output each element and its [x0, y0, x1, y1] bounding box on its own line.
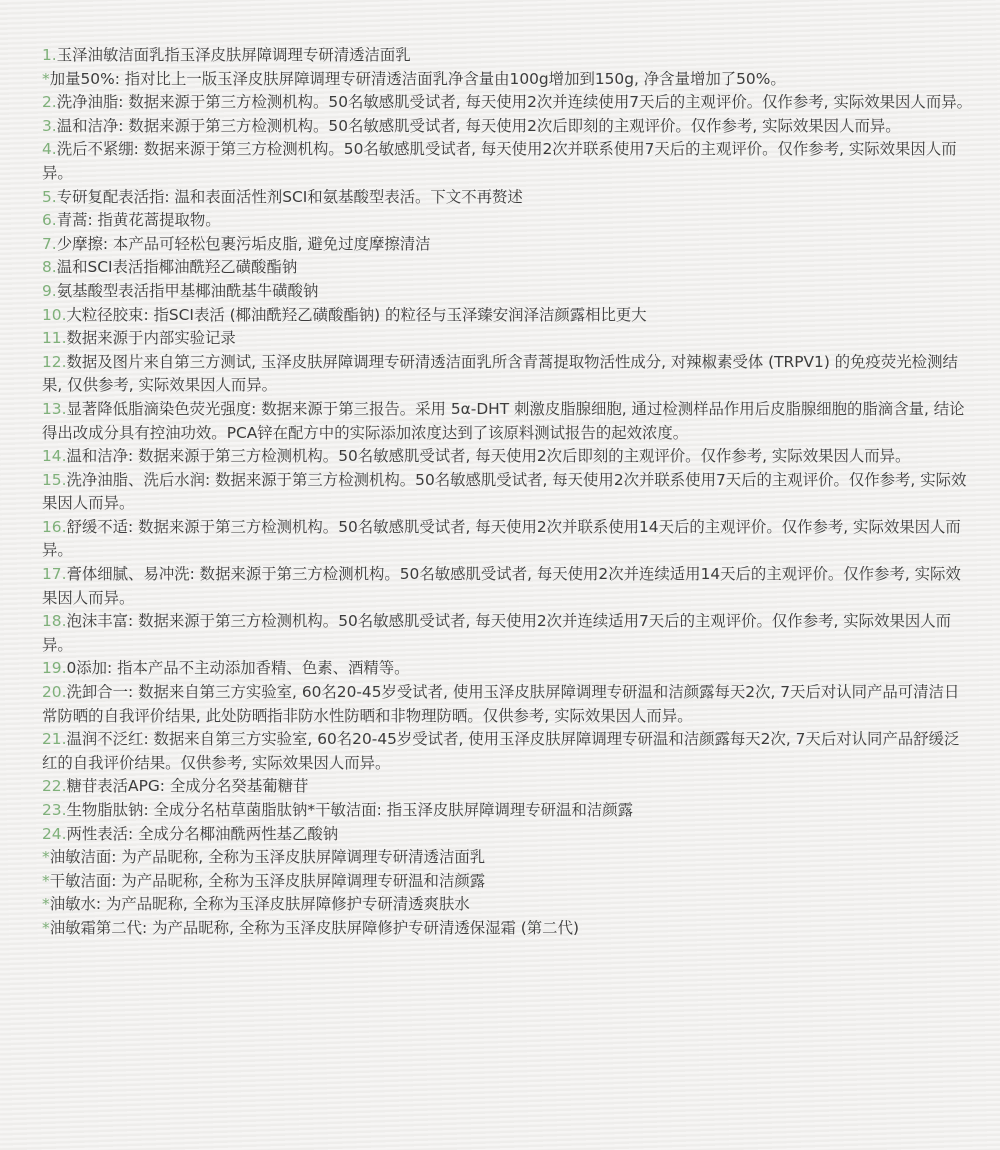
footnote-item — [42, 469, 972, 516]
footnote-marker: 16. — [42, 517, 67, 536]
footnote-text: 温和洁净: 数据来源于第三方检测机构。50名敏感肌受试者, 每天使用2次后即刻的主观评价。仅作参考, 实际效果因人而异。 — [56, 116, 901, 135]
footnote-marker: 8. — [42, 258, 57, 277]
footnote-item — [42, 256, 972, 280]
footnote-text: 温和SCI表活指椰油酰羟乙磺酸酯钠 — [56, 258, 298, 277]
footnote-marker: * — [42, 69, 50, 88]
footnote-text: 数据来源于内部实验记录 — [66, 329, 236, 348]
footnote-text: 青蒿: 指黄花蒿提取物。 — [56, 211, 221, 230]
footnote-marker: 21. — [42, 730, 67, 749]
footnote-item — [42, 445, 972, 469]
footnote-text: 油敏霜第二代: 为产品昵称, 全称为玉泽皮肤屏障修护专研清透保湿霜 (第二代) — [49, 918, 579, 937]
footnote-marker: 23. — [42, 801, 67, 819]
footnote-marker: * — [42, 871, 50, 890]
footnote-item — [42, 398, 972, 445]
footnote-text: 生物脂肽钠: 全成分名枯草菌脂肽钠*干敏洁面: 指玉泽皮肤屏障调理专研温和洁颜露 — [66, 801, 634, 819]
footnote-text: 少摩擦: 本产品可轻松包裹污垢皮脂, 避免过度摩擦清洁 — [56, 234, 431, 253]
footnote-text: 洗净油脂: 数据来源于第三方检测机构。50名敏感肌受试者, 每天使用2次并连续使用7天后的主观评价。仅作参考, 实际效果因人而异。 — [56, 93, 972, 112]
footnote-text: 膏体细腻、易冲洗: 数据来源于第三方检测机构。50名敏感肌受试者, 每天使用2次并连续适用14天后的主观评价。仅作参考, 实际效果因人而异。 — [42, 565, 961, 607]
footnote-item — [42, 186, 972, 210]
footnote-item — [42, 728, 972, 775]
footnote-text: 数据及图片来自第三方测试, 玉泽皮肤屏障调理专研清透洁面乳所含青蒿提取物活性成分, 对辣椒素受体 (TRPV1) 的免疫荧光检测结果, 仅供参考, 实际效果因人而异。 — [42, 352, 958, 395]
footnote-text: 温和洁净: 数据来源于第三方检测机构。50名敏感肌受试者, 每天使用2次后即刻的主观评价。仅作参考, 实际效果因人而异。 — [66, 447, 911, 466]
footnote-marker: 2. — [42, 93, 57, 112]
footnote-marker: * — [42, 895, 50, 914]
footnote-marker: 18. — [42, 612, 67, 631]
footnote-item — [42, 870, 972, 894]
footnote-item — [42, 327, 972, 351]
footnote-marker: * — [42, 848, 50, 867]
footnote-item — [42, 799, 972, 823]
footnote-item — [42, 209, 972, 233]
footnote-marker: 22. — [42, 777, 67, 796]
footnote-marker: 14. — [42, 447, 67, 466]
footnote-text: 舒缓不适: 数据来源于第三方检测机构。50名敏感肌受试者, 每天使用2次并联系使用14天后的主观评价。仅作参考, 实际效果因人而异。 — [42, 517, 961, 560]
footnote-item — [42, 351, 972, 398]
footnote-text: 洗净油脂、洗后水润: 数据来源于第三方检测机构。50名敏感肌受试者, 每天使用2次并联系使用7天后的主观评价。仅作参考, 实际效果因人而异。 — [42, 470, 967, 513]
footnote-marker: 20. — [42, 683, 67, 702]
footnote-item — [42, 44, 972, 68]
footnote-item — [42, 610, 972, 657]
footnote-marker: * — [42, 918, 50, 937]
footnote-text: 两性表活: 全成分名椰油酰两性基乙酸钠 — [66, 824, 339, 843]
footnote-marker: 5. — [42, 187, 57, 206]
footnote-text: 洗卸合一: 数据来自第三方实验室, 60名20-45岁受试者, 使用玉泽皮肤屏障调理专研温和洁颜露每天2次, 7天后对认同产品可清洁日常防晒的自我评价结果, 此处防晒指非防水性防晒和非物理防晒。仅供参考, 实际效果因人而异。 — [42, 683, 960, 725]
footnote-text: 专研复配表活指: 温和表面活性剂SCI和氨基酸型表活。下文不再赘述 — [56, 187, 523, 206]
footnote-text: 油敏洁面: 为产品昵称, 全称为玉泽皮肤屏障调理专研清透洁面乳 — [49, 848, 486, 867]
footnote-marker: 19. — [42, 659, 67, 678]
footnote-marker: 24. — [42, 824, 67, 843]
footnote-item — [42, 823, 972, 847]
footnote-marker: 11. — [42, 329, 67, 348]
footnote-item — [42, 657, 972, 681]
footnote-item — [42, 138, 972, 185]
footnote-text: 0添加: 指本产品不主动添加香精、色素、酒精等。 — [66, 659, 410, 678]
footnote-item — [42, 115, 972, 139]
footnote-text: 糖苷表活APG: 全成分名癸基葡糖苷 — [66, 777, 309, 796]
footnote-marker: 1. — [42, 46, 57, 64]
footnote-item — [42, 681, 972, 728]
footnote-item — [42, 91, 972, 115]
footnote-marker: 6. — [42, 211, 57, 230]
footnote-marker: 7. — [42, 234, 57, 253]
footnote-text: 油敏水: 为产品昵称, 全称为玉泽皮肤屏障修护专研清透爽肤水 — [49, 895, 470, 914]
footnote-marker: 4. — [42, 140, 57, 159]
footnote-item — [42, 917, 972, 941]
footnote-marker: 10. — [42, 305, 67, 324]
footnote-text: 温润不泛红: 数据来自第三方实验室, 60名20-45岁受试者, 使用玉泽皮肤屏障调理专研温和洁颜露每天2次, 7天后对认同产品舒缓泛红的自我评价结果。仅供参考, 实际效果因人而异。 — [42, 730, 960, 772]
footnote-marker: 15. — [42, 470, 67, 489]
footnote-marker: 17. — [42, 565, 67, 584]
footnote-text: 洗后不紧绷: 数据来源于第三方检测机构。50名敏感肌受试者, 每天使用2次并联系使用7天后的主观评价。仅作参考, 实际效果因人而异。 — [42, 140, 957, 182]
footnote-item — [42, 304, 972, 328]
footnote-marker: 13. — [42, 399, 67, 418]
footnote-item — [42, 68, 972, 92]
footnote-text: 氨基酸型表活指甲基椰油酰基牛磺酸钠 — [56, 281, 319, 300]
footnote-text: 显著降低脂滴染色荧光强度: 数据来源于第三报告。采用 5α-DHT 刺激皮脂腺细胞, 通过检测样品作用后皮脂腺细胞的脂滴含量, 结论得出改成分具有控油功效。PCA锌在配方中的实际添加浓度达到了该原料测试报告的起效浓度。 — [42, 399, 965, 442]
footnote-item — [42, 563, 972, 610]
footnote-item — [42, 233, 972, 257]
footnote-item — [42, 280, 972, 304]
footnote-list — [42, 44, 972, 941]
footnote-text: 泡沫丰富: 数据来源于第三方检测机构。50名敏感肌受试者, 每天使用2次并连续适用7天后的主观评价。仅作参考, 实际效果因人而异。 — [42, 612, 952, 654]
footnote-item — [42, 846, 972, 870]
footnote-item — [42, 775, 972, 799]
footnote-marker: 12. — [42, 352, 67, 371]
footnote-marker: 3. — [42, 116, 57, 135]
footnote-item — [42, 516, 972, 563]
footnote-text: 加量50%: 指对比上一版玉泽皮肤屏障调理专研清透洁面乳净含量由100g增加到150g, 净含量增加了50%。 — [49, 69, 786, 88]
footnote-text: 大粒径胶束: 指SCI表活 (椰油酰羟乙磺酸酯钠) 的粒径与玉泽臻安润泽洁颜露相比更大 — [66, 305, 647, 324]
footnote-marker: 9. — [42, 281, 57, 300]
footnote-text: 干敏洁面: 为产品昵称, 全称为玉泽皮肤屏障调理专研温和洁颜露 — [49, 871, 486, 890]
footnote-item — [42, 893, 972, 917]
footnote-text: 玉泽油敏洁面乳指玉泽皮肤屏障调理专研清透洁面乳 — [56, 46, 411, 64]
